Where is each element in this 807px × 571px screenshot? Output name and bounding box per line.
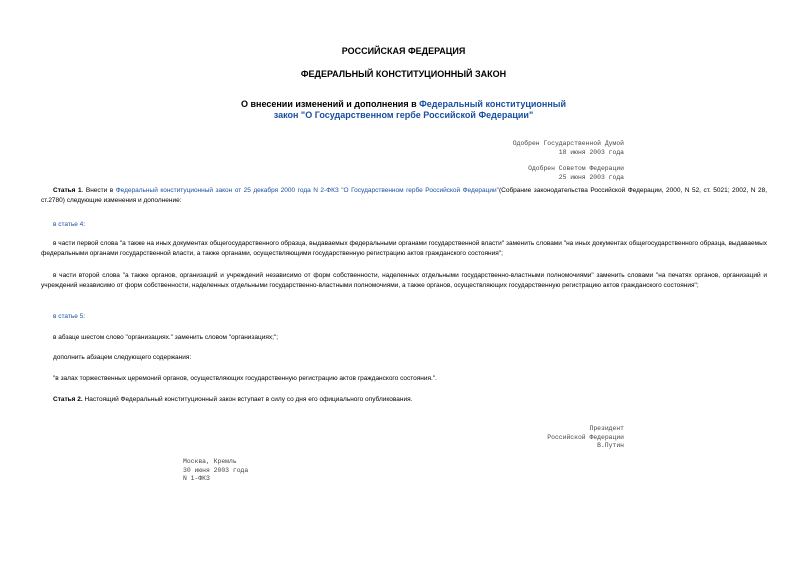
article-2-text: Настоящий Федеральный конституционный закон вступает в силу со дня его официального опубликования. bbox=[82, 396, 413, 403]
duma-approval-date: 18 июня 2003 года bbox=[558, 148, 624, 156]
article-1-text-before: . Внести в bbox=[81, 187, 116, 194]
article-4-colon: : bbox=[83, 221, 86, 228]
article-1-text-after: (Собрание законодательства Российской Федерации, 2000, N 52, ст. 5021; 2002, N 28, ст.2780) следующие изменения и дополнение: bbox=[41, 187, 768, 204]
approval-block bbox=[513, 140, 624, 182]
place-date: 30 июня 2003 года bbox=[183, 466, 249, 474]
doc-type-heading: ФЕДЕРАЛЬНЫЙ КОНСТИТУЦИОННЫЙ ЗАКОН bbox=[300, 69, 507, 79]
law-number: N 1-ФКЗ bbox=[183, 475, 210, 483]
council-approval-date: 25 июня 2003 года bbox=[558, 173, 624, 181]
paragraph-part-one bbox=[41, 239, 767, 258]
paragraph-quote bbox=[41, 374, 767, 384]
article-5-link[interactable]: в статье 5 bbox=[53, 313, 84, 320]
quote-text: "в залах торжественных церемоний органов, осуществляющих государственную регистрацию актов гражданского состояния.". bbox=[53, 375, 437, 382]
signature-position: Президент bbox=[589, 425, 624, 432]
paragraph-supplement bbox=[41, 353, 767, 363]
council-approval: Одобрен Советом Федерации bbox=[528, 165, 624, 173]
article-1-intro bbox=[41, 186, 767, 205]
part-two-text: в части второй слова "а также органов, организаций и учреждений независимо от форм собственности, наделенных отдельными государственно-властными полномочиями" заменить словами "на печатях органов, организаций и учреждений независимо от форм собственности, наделенных отдельными государственно-властными полномочиями, а также органов, осуществляющих государственную регистрацию актов гражданского состояния"; bbox=[41, 272, 767, 289]
law-title bbox=[0, 99, 807, 121]
sixth-paragraph-text: в абзаце шестом слово "организациях." заменить словом "организациях;"; bbox=[53, 334, 279, 341]
article-5-ref bbox=[41, 312, 767, 322]
article-1-label: Статья 1 bbox=[53, 187, 82, 194]
title-prefix: О внесении изменений и дополнения в bbox=[241, 99, 420, 109]
place-block bbox=[183, 458, 248, 484]
place-city: Москва, Кремль bbox=[183, 458, 237, 465]
article-2-label: Статья 2. bbox=[53, 396, 83, 403]
article-4-link[interactable]: в статье 4 bbox=[53, 221, 84, 228]
signature-country: Российской Федерации bbox=[547, 433, 624, 441]
signature-name: В.Путин bbox=[597, 442, 624, 450]
supplement-text: дополнить абзацем следующего содержания: bbox=[53, 354, 192, 361]
article-5-colon: : bbox=[83, 313, 86, 320]
amended-law-link[interactable]: Федеральный конституционный закон от 25 декабря 2000 года N 2-ФКЗ "О Государственном гербе Российской Федерации" bbox=[115, 187, 499, 194]
country-heading: РОССИЙСКАЯ ФЕДЕРАЦИЯ bbox=[341, 46, 466, 56]
article-2 bbox=[41, 395, 767, 405]
title-link-part-1[interactable]: Федеральный конституционный bbox=[419, 99, 566, 109]
part-one-text: в части первой слова "а также на иных документах общегосударственного образца, выдаваемых федеральными органами государственной власти" заменить словами "на иных документах общегосударственного образца, выдаваемых федеральными органами государственной власти, а также органами, осуществляющими государственную регистрацию актов гражданского состояния"; bbox=[41, 240, 767, 257]
paragraph-part-two bbox=[41, 271, 767, 290]
paragraph-sixth bbox=[41, 333, 767, 343]
article-4-ref bbox=[41, 220, 767, 230]
duma-approval: Одобрен Государственной Думой bbox=[512, 140, 624, 147]
signature-block bbox=[547, 425, 624, 451]
title-link-part-2[interactable]: закон "О Государственном гербе Российской Федерации" bbox=[273, 110, 534, 120]
